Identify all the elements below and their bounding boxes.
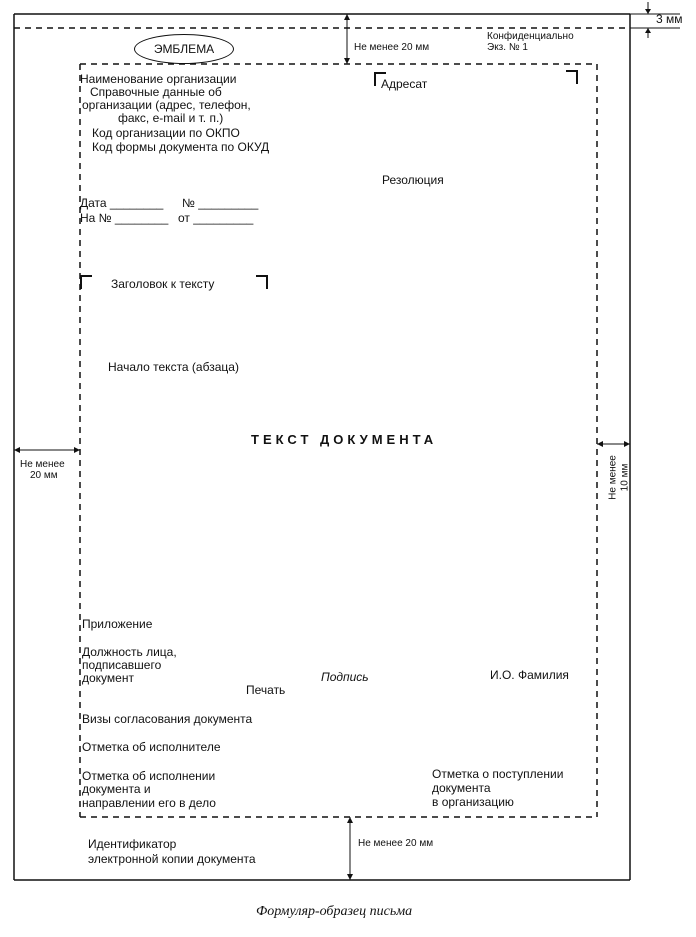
gap-3mm-label: 3 мм [656,12,683,26]
appendix: Приложение [82,617,153,631]
heading-to-text: Заголовок к тексту [111,277,215,291]
right-margin-label-1: Не менее [607,455,619,500]
left-margin-label-1: Не менее [20,459,65,470]
date-field: Дата ________ [80,196,164,210]
execution-mark-3: направлении его в дело [82,796,216,810]
top-margin-label: Не менее 20 мм [354,42,430,53]
addressee-bracket-right [566,70,578,84]
ref-number-field: На № ________ [80,211,169,225]
signer-position-2: подписавшего [82,658,162,672]
okud-code: Код формы документа по ОКУД [92,140,270,154]
signer-position-3: документ [82,671,134,685]
okpo-code: Код организации по ОКПО [92,126,240,140]
identifier-2: электронной копии документа [88,852,256,866]
bottom-margin-label: Не менее 20 мм [358,838,434,849]
signer-name: И.О. Фамилия [490,668,569,682]
right-margin-label-2: 10 мм [619,463,631,492]
document-text: ТЕКСТ ДОКУМЕНТА [251,432,438,447]
execution-mark-1: Отметка об исполнении [82,769,216,783]
signer-position-1: Должность лица, [82,645,177,659]
heading-bracket-left [80,275,92,289]
org-ref-line1: Справочные данные об [90,85,222,99]
receipt-mark-1: Отметка о поступлении [432,767,564,781]
addressee: Адресат [381,77,428,91]
signature: Подпись [321,670,369,684]
emblem-label: ЭМБЛЕМА [153,42,215,56]
left-margin-label-2: 20 мм [30,470,58,481]
emblem [134,34,234,64]
org-name: Наименование организации [80,72,237,86]
confidential-label: Конфиденциально [487,31,574,42]
receipt-mark-2: документа [432,781,491,795]
heading-bracket-right [256,275,268,289]
text-start: Начало текста (абзаца) [108,360,239,374]
org-ref-line3: факс, e-mail и т. п.) [118,111,224,125]
executor-mark: Отметка об исполнителе [82,740,221,754]
number-field: № _________ [182,196,259,210]
identifier-1: Идентификатор [88,837,177,851]
receipt-mark-3: в организацию [432,795,514,809]
copy-number: Экз. № 1 [487,42,528,53]
caption: Формуляр-образец письма [256,904,413,919]
stamp: Печать [246,683,286,697]
execution-mark-2: документа и [82,782,151,796]
resolution: Резолюция [382,173,444,187]
ref-from-field: от _________ [178,211,254,225]
approvals: Визы согласования документа [82,712,253,726]
org-ref-line2: организации (адрес, телефон, [82,98,251,112]
